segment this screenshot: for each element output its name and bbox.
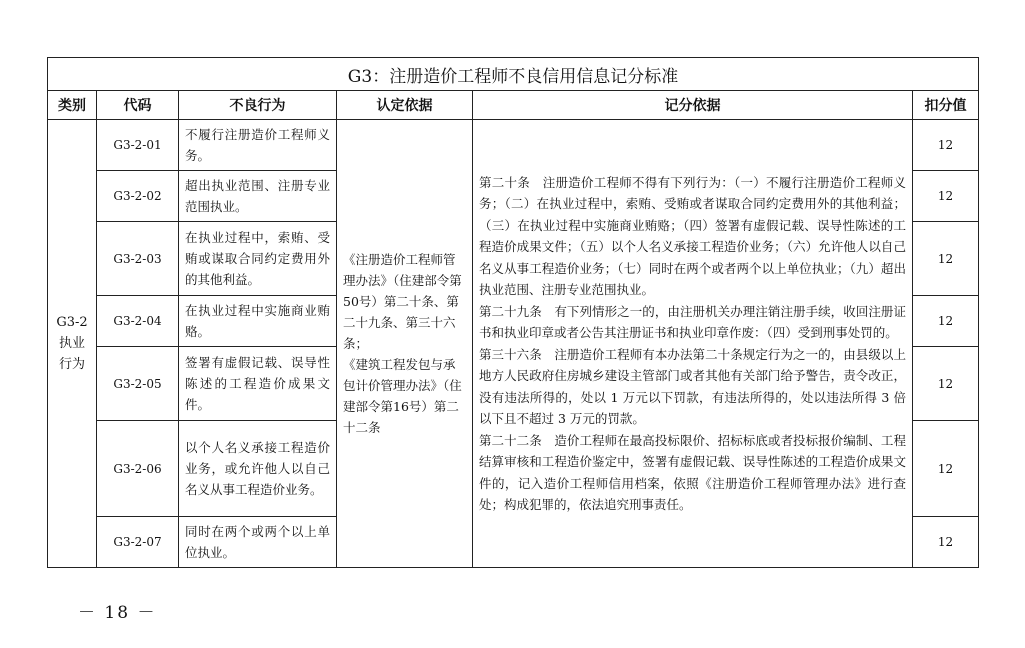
table-title: G3：注册造价工程师不良信用信息记分标准 <box>48 58 979 91</box>
row-code: G3-2-01 <box>97 120 179 171</box>
row-code: G3-2-03 <box>97 222 179 296</box>
category-code: G3-2 <box>56 315 88 330</box>
recognition-basis-cell <box>337 120 473 568</box>
row-behavior: 在执业过程中，索贿、受贿或谋取合同约定费用外的其他利益。 <box>179 222 337 296</box>
row-points: 12 <box>913 222 979 296</box>
scoring-basis-article-36: 第三十六条 注册造价工程师有本办法第二十条规定行为之一的，由县级以上地方人民政府住房城乡建设主管部门或者其他有关部门给予警告，责令改正，没有违法所得的，处以 1 万元以下罚款，有违法所得的，处以违法所得 3 倍以下且不超过 3 万元的罚款。 <box>479 346 906 426</box>
header-row <box>48 91 979 120</box>
row-behavior: 以个人名义承接工程造价业务，或允许他人以自己名义从事工程造价业务。 <box>179 421 337 517</box>
header-category: 类别 <box>48 91 97 120</box>
scoring-basis-article-20: 第二十条 注册造价工程师不得有下列行为：（一）不履行注册造价工程师义务；（二）在执业过程中，索贿、受贿或者谋取合同约定费用外的其他利益；（三）在执业过程中实施商业贿赂；（四）签署有虚假记载、误导性陈述的工程造价成果文件；（五）以个人名义承接工程造价业务；（六）允许他人以自己名义从事工程造价业务；（七）同时在两个或者两个以上单位执业；（九）超出执业范围、注册专业范围执业。 <box>479 174 906 297</box>
recognition-basis-part2: 《建筑工程发包与承包计价管理办法》（住建部令第16号）第二十二条 <box>343 357 462 435</box>
category-name-2: 行为 <box>58 357 85 372</box>
header-behavior: 不良行为 <box>179 91 337 120</box>
category-name-1: 执业 <box>58 336 85 351</box>
scoring-basis-article-29: 第二十九条 有下列情形之一的，由注册机关办理注销注册手续，收回注册证书和执业印章或者公告其注册证书和执业印章作废：（四）受到刑事处罚的。 <box>479 303 906 340</box>
row-code: G3-2-05 <box>97 347 179 421</box>
row-code: G3-2-06 <box>97 421 179 517</box>
page-number: － 18 － <box>78 603 157 623</box>
header-recognition-basis: 认定依据 <box>337 91 473 120</box>
row-points: 12 <box>913 347 979 421</box>
table-row <box>48 120 979 171</box>
row-code: G3-2-04 <box>97 296 179 347</box>
category-cell <box>48 120 97 568</box>
recognition-basis-part1: 《注册造价工程师管理办法》（住建部令第50号）第二十条、第二十九条、第三十六条； <box>343 252 462 351</box>
row-behavior: 不履行注册造价工程师义务。 <box>179 120 337 171</box>
header-scoring-basis: 记分依据 <box>473 91 913 120</box>
row-points: 12 <box>913 171 979 222</box>
row-points: 12 <box>913 296 979 347</box>
row-points: 12 <box>913 517 979 568</box>
credit-scoring-table <box>47 57 979 568</box>
row-behavior: 在执业过程中实施商业贿赂。 <box>179 296 337 347</box>
header-points: 扣分值 <box>913 91 979 120</box>
row-points: 12 <box>913 421 979 517</box>
header-code: 代码 <box>97 91 179 120</box>
scoring-basis-cell <box>473 120 913 568</box>
row-behavior: 超出执业范围、注册专业范围执业。 <box>179 171 337 222</box>
row-behavior: 同时在两个或两个以上单位执业。 <box>179 517 337 568</box>
scoring-basis-article-22: 第二十二条 造价工程师在最高投标限价、招标标底或者投标报价编制、工程结算审核和工程造价鉴定中，签署有虚假记载、误导性陈述的工程造价成果文件的，记入造价工程师信用档案，依照《注册造价工程师管理办法》进行查处；构成犯罪的，依法追究刑事责任。 <box>479 432 906 512</box>
row-code: G3-2-07 <box>97 517 179 568</box>
row-points: 12 <box>913 120 979 171</box>
row-behavior: 签署有虚假记载、误导性陈述的工程造价成果文件。 <box>179 347 337 421</box>
row-code: G3-2-02 <box>97 171 179 222</box>
